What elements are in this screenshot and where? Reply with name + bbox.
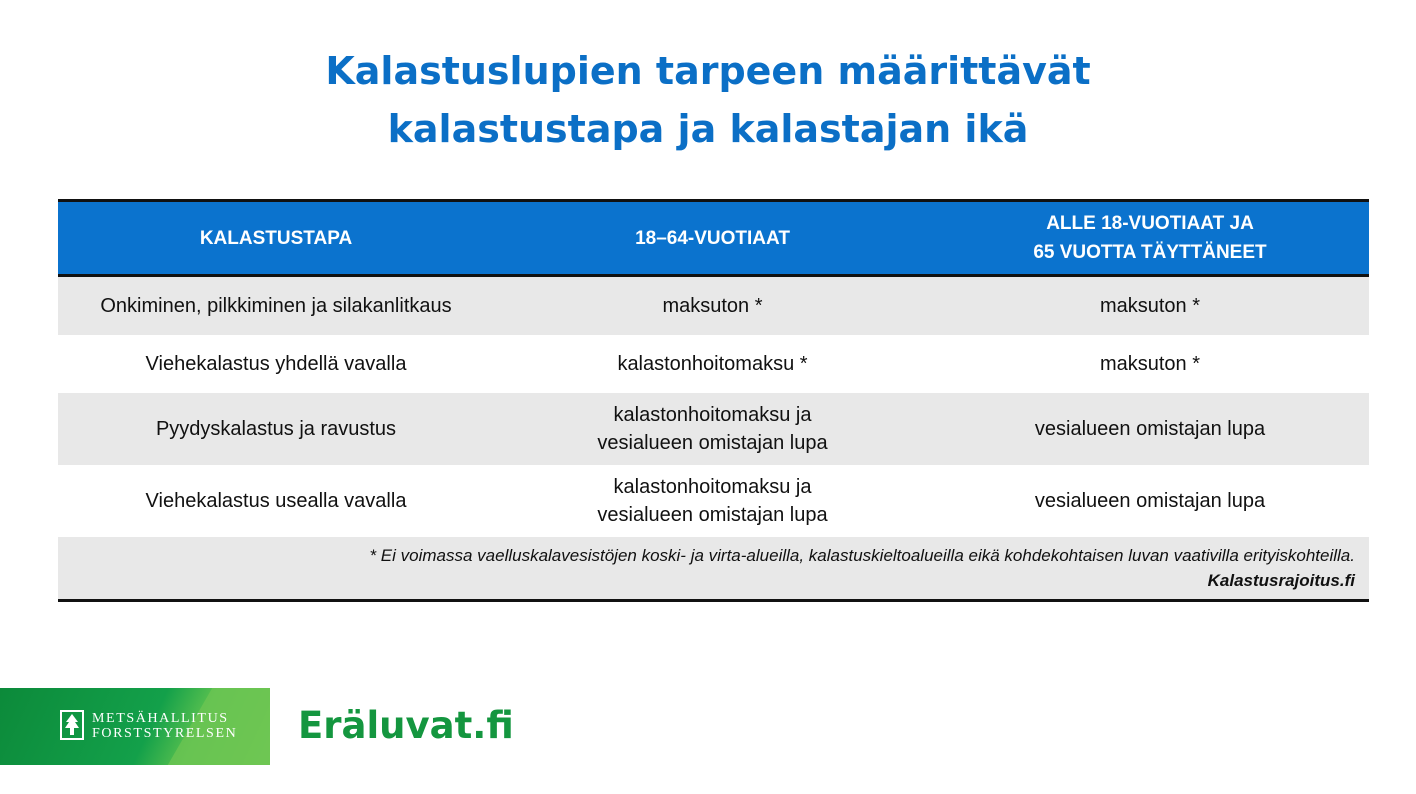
header-method [58,202,494,274]
footnote-text: * Ei voimassa vaelluskalavesistöjen koski- ja virta-alueilla, kalastuskieltoalueilla eikä kohdekohtaisen luvan vaativilla erityiskohteilla. [369,546,1355,565]
logo-line-1: METSÄHALLITUS [92,711,229,726]
footnote-source: Kalastusrajoitus.fi [1207,571,1355,590]
table-row [58,465,1369,537]
header-youth-seniors-line-2: 65 VUOTTA TÄYTTÄNEET [1033,242,1267,263]
table-row [58,335,1369,393]
metsahallitus-logo [0,688,270,765]
tree-logo-icon [60,710,84,740]
cell-method: Pyydyskalastus ja ravustus [155,418,397,440]
cell-adults-line-1: kalastonhoitomaksu ja [613,404,812,426]
title-line-1: Kalastuslupien tarpeen määrittävät [325,49,1091,93]
cell-youth-seniors: vesialueen omistajan lupa [1034,418,1266,440]
header-method-text: KALASTUSTAPA [199,227,353,249]
table-header [58,202,1369,277]
table-footnote [58,537,1369,599]
header-youth-seniors [931,202,1369,274]
header-adults-text: 18–64-VUOTIAAT [635,227,790,249]
logo-text [92,711,237,741]
cell-adults-line-2: vesialueen omistajan lupa [597,432,828,454]
cell-adults [494,393,931,465]
permit-table [58,199,1369,602]
header-youth-seniors-line-1: ALLE 18-VUOTIAAT JA [1046,213,1254,234]
cell-adults [494,465,931,537]
cell-adults: maksuton * [662,295,763,317]
page-title [0,42,1416,158]
title-line-2: kalastustapa ja kalastajan ikä [387,107,1029,151]
cell-adults: kalastonhoitomaksu * [617,353,808,375]
logo-line-2: FORSTSTYRELSEN [92,726,238,741]
table-row [58,393,1369,465]
header-adults [494,202,931,274]
cell-adults-line-2: vesialueen omistajan lupa [597,504,828,526]
cell-youth-seniors: vesialueen omistajan lupa [1034,490,1266,512]
cell-adults-line-1: kalastonhoitomaksu ja [613,476,812,498]
cell-youth-seniors: maksuton * [1099,353,1201,375]
cell-youth-seniors: maksuton * [1099,295,1201,317]
cell-method: Viehekalastus yhdellä vavalla [145,353,407,375]
eraluvat-brand: Eräluvat.fi [298,704,514,747]
cell-method: Onkiminen, pilkkiminen ja silakanlitkaus [100,295,452,317]
cell-method: Viehekalastus usealla vavalla [145,490,407,512]
table-row [58,277,1369,335]
